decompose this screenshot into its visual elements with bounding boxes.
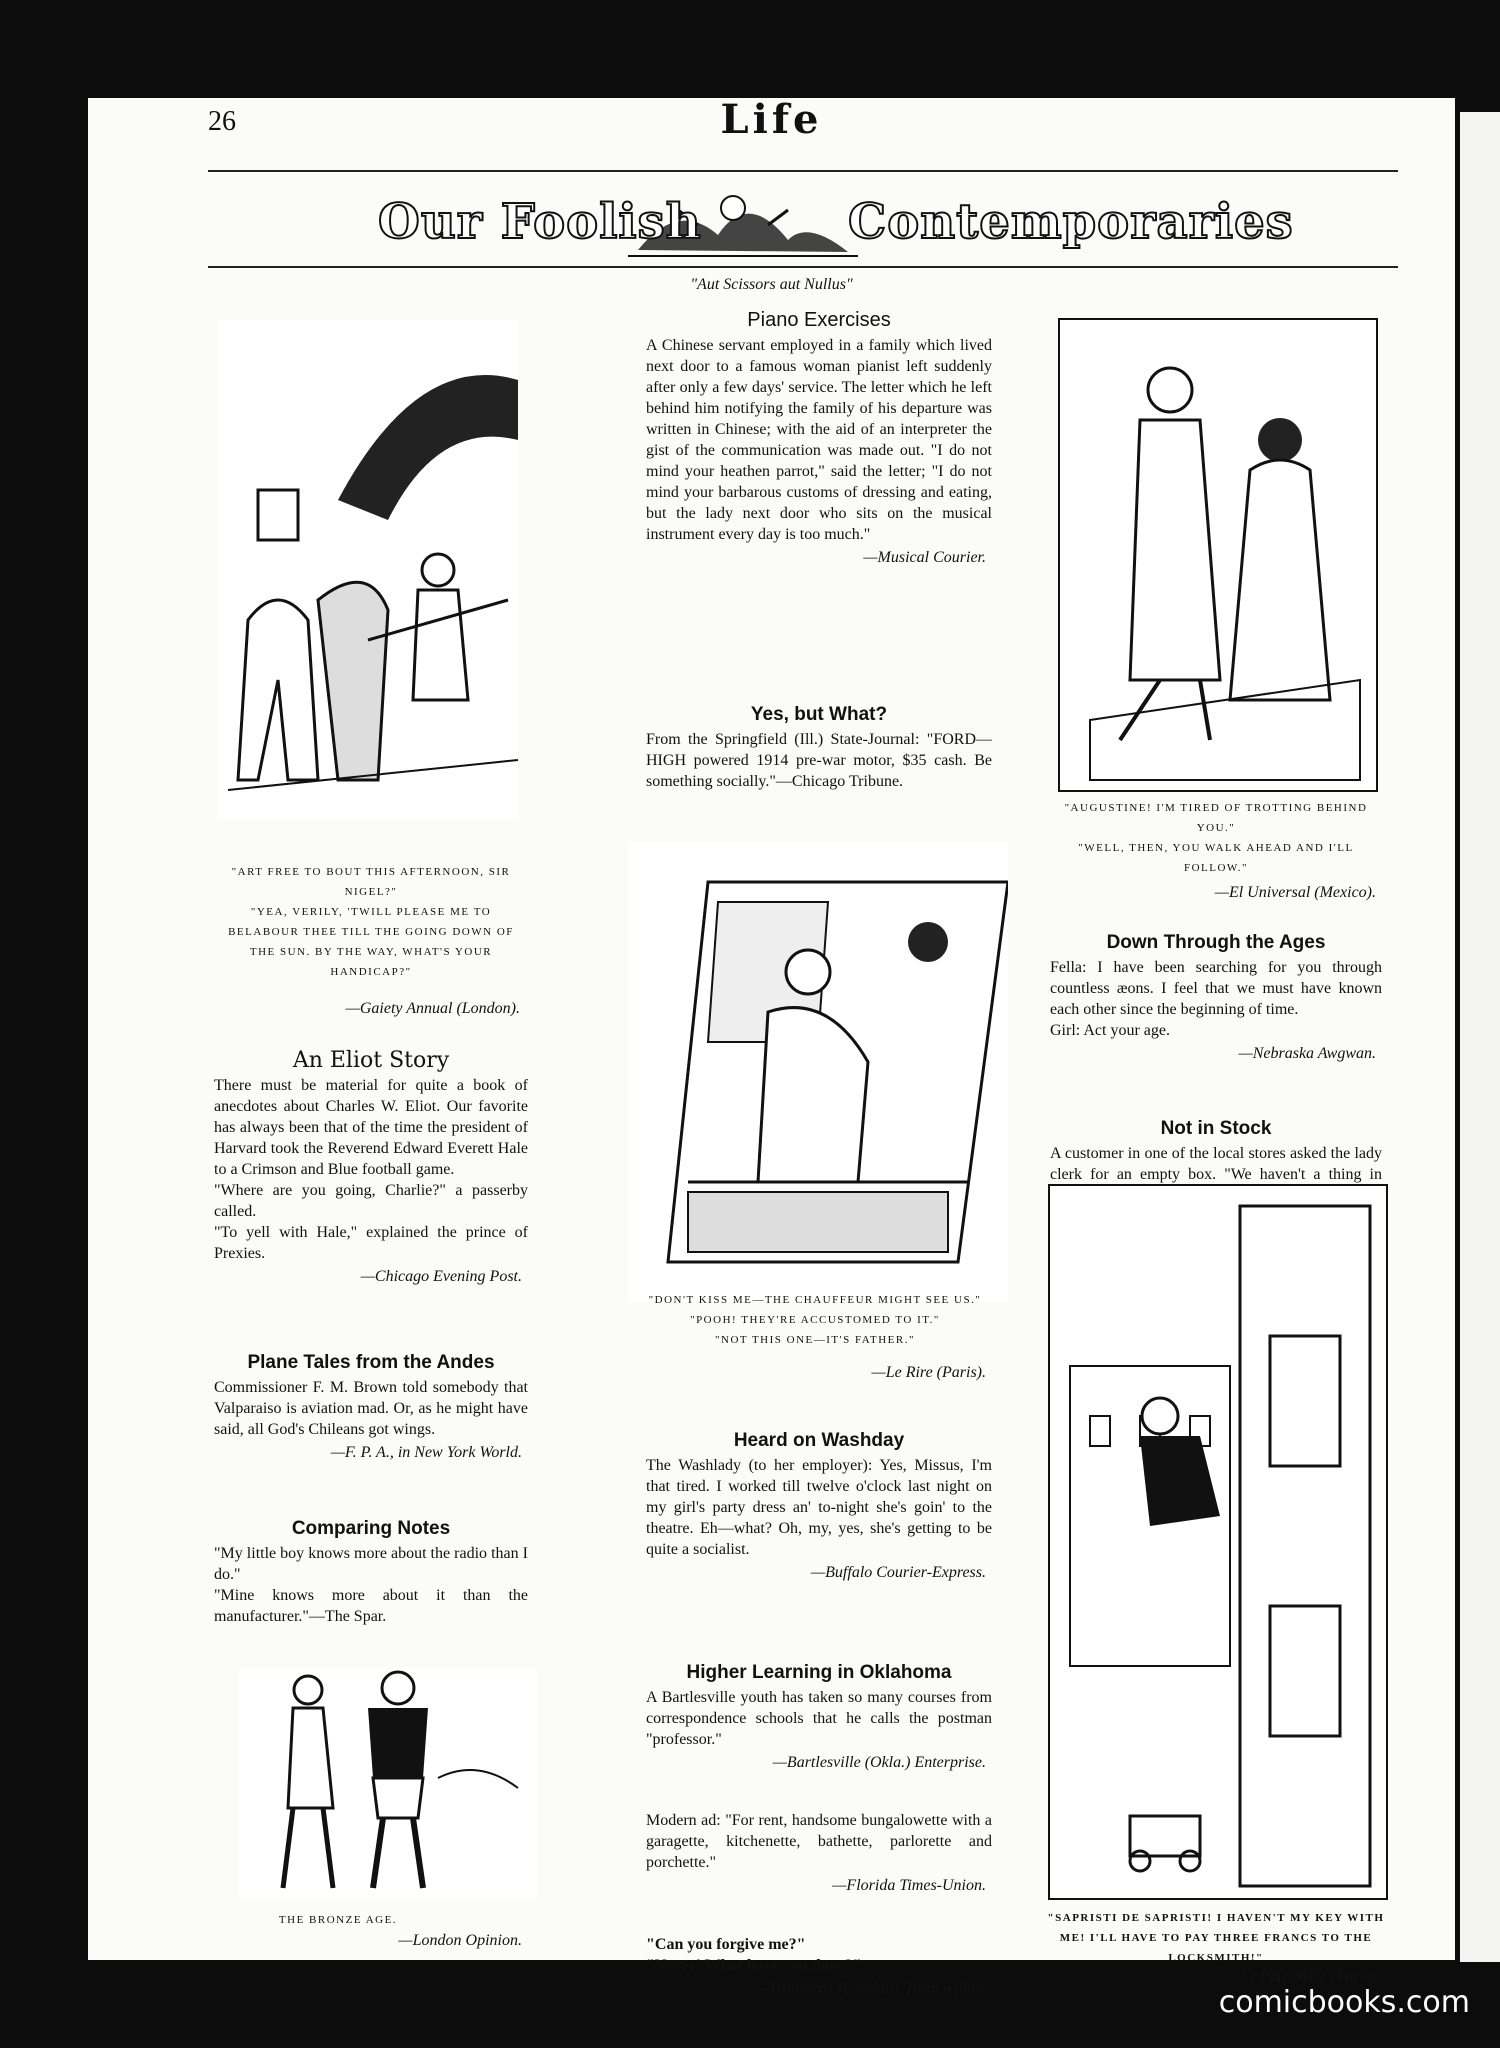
andes-story	[214, 1352, 528, 1463]
higher-learning	[646, 1662, 992, 1773]
header-rule	[208, 170, 1398, 172]
notes-p1: "My little boy knows more about the radio than I do."	[214, 1545, 528, 1583]
eliot-source: —Chicago Evening Post.	[360, 1268, 522, 1285]
knights-caption-line-2: "YEA, VERILY, 'TWILL PLEASE ME TO BELABOUR THEE TILL THE GOING DOWN OF THE SUN. BY THE WAY, WHAT'S YOUR HANDICAP?"	[228, 906, 514, 978]
washday-source: —Buffalo Courier-Express.	[810, 1564, 986, 1581]
adjacent-page-edge	[1460, 112, 1500, 1962]
modern-ad	[646, 1810, 992, 1896]
eliot-title: An Eliot Story	[292, 1048, 450, 1073]
ages-p1: Fella: I have been searching for you through countless æons. I feel that we must have known each other since the beginning of time.	[1050, 959, 1382, 1018]
chauffeur-caption-line-3: "NOT THIS ONE—IT'S FATHER."	[715, 1334, 915, 1346]
chauffeur-source: —Le Rire (Paris).	[871, 1364, 986, 1381]
bronze-caption: THE BRONZE AGE.	[278, 1914, 398, 1926]
augustine-source: —El Universal (Mexico).	[1214, 884, 1376, 901]
magazine-page	[88, 96, 1455, 1997]
forgive-me	[646, 1934, 992, 1999]
chauffeur-source-block	[646, 1360, 992, 1383]
knights-cartoon	[218, 320, 518, 820]
chauffeur-caption-line-2: "POOH! THEY'RE ACCUSTOMED TO IT."	[690, 1314, 940, 1326]
eliot-story	[214, 1050, 528, 1287]
andes-title: Plane Tales from the Andes	[247, 1352, 495, 1373]
eliot-p3: "To yell with Hale," explained the prince of Prexies.	[214, 1224, 528, 1262]
eliot-p1: There must be material for quite a book of anecdotes about Charles W. Eliot. Our favorite has always been that of the time the president of Harvard took the Reverend Edward Everett Hale to a Crimson and Blue football game.	[214, 1077, 528, 1178]
higher-source: —Bartlesville (Okla.) Enterprise.	[772, 1754, 986, 1771]
knights-caption-line-1: "ART FREE TO BOUT THIS AFTERNOON, SIR NIGEL?"	[231, 866, 511, 898]
knights-caption	[216, 862, 526, 982]
augustine-caption	[1050, 798, 1382, 878]
locksmith-source-block	[1046, 1964, 1386, 1987]
andes-source: —F. P. A., in New York World.	[330, 1444, 522, 1461]
yes-title: Yes, but What?	[750, 704, 888, 725]
knights-source: —Gaiety Annual (London).	[345, 1000, 520, 1017]
chauffeur-caption	[630, 1290, 1000, 1350]
ages-source: —Nebraska Awgwan.	[1238, 1045, 1376, 1062]
modern-source: —Florida Times-Union.	[832, 1877, 986, 1894]
stock-title: Not in Stock	[1160, 1118, 1272, 1139]
bronze-source-block	[288, 1928, 528, 1951]
ages-p2: Girl: Act your age.	[1050, 1022, 1170, 1039]
augustine-caption-line-2: "WELL, THEN, YOU WALK AHEAD AND I'LL FOLLOW."	[1078, 842, 1354, 874]
bronze-age-cartoon	[238, 1668, 538, 1898]
forgive-source: —Humorist (London), from a play.	[753, 1980, 986, 1997]
chauffeur-caption-line-1: "DON'T KISS ME—THE CHAUFFEUR MIGHT SEE US."	[648, 1294, 982, 1306]
yes-but-what	[646, 704, 992, 792]
down-through-ages	[1050, 932, 1382, 1064]
modern-text: Modern ad: "For rent, handsome bungalowette with a garagette, kitchenette, bathette, parlorette and porchette."	[646, 1812, 992, 1871]
andes-text: Commissioner F. M. Brown told somebody that Valparaiso is aviation mad. Or, as he might have said, all God's Chileans got wings.	[214, 1379, 528, 1438]
yes-text: From the Springfield (Ill.) State-Journal: "FORD—HIGH powered 1914 pre-war motor, $35 cash. Be something socially."—Chicago Tribune.	[646, 731, 992, 790]
page-number: 26	[208, 106, 236, 137]
forgive-p1: "Can you forgive me?"	[646, 1936, 806, 1953]
washday-text: The Washlady (to her employer): Yes, Missus, I'm that tired. I worked till twelve o'clock last night on my girl's party dress an' to-night she's goin' to the theatre. Eh—what? Oh, my, yes, she's getting to be quite a socialist.	[646, 1457, 992, 1558]
washday-title: Heard on Washday	[733, 1430, 905, 1451]
ages-title: Down Through the Ages	[1106, 932, 1326, 953]
higher-text: A Bartlesville youth has taken so many courses from correspondence schools that he calls the postman "professor."	[646, 1689, 992, 1748]
locksmith-caption: "SAPRISTI DE SAPRISTI! I HAVEN'T MY KEY WITH ME! I'LL HAVE TO PAY THREE FRANCS TO THE LOCKSMITH!"	[1047, 1912, 1385, 1964]
section-banner	[378, 180, 1328, 270]
piano-text: A Chinese servant employed in a family which lived next door to a famous woman pianist left suddenly after only a few days' service. The letter which he left behind him notifying the family of his departure was written in Chinese; with the aid of an interpreter the gist of the communication was made out. "I do not mind your heathen parrot," said the letter; "I do not mind your barbarous customs of dressing and eating, but the lady next door who sits on the musical instrument every day is too much."	[646, 337, 992, 543]
chauffeur-cartoon	[628, 842, 1008, 1302]
higher-title: Higher Learning in Oklahoma	[686, 1662, 952, 1683]
banner-right-text: Contemporaries	[848, 194, 1294, 250]
comparing-notes	[214, 1518, 528, 1627]
augustine-caption-line-1: "AUGUSTINE! I'M TIRED OF TROTTING BEHIND YOU."	[1064, 802, 1368, 834]
augustine-source-block	[1050, 880, 1382, 903]
masthead-title: Life	[720, 96, 823, 143]
bronze-source: —London Opinion.	[398, 1932, 522, 1949]
section-motto: "Aut Scissors aut Nullus"	[690, 276, 853, 293]
piano-source: —Musical Courier.	[863, 549, 986, 566]
knights-source-block	[216, 996, 526, 1019]
piano-exercises	[646, 310, 992, 568]
watermark: comicbooks.com	[1218, 1985, 1470, 2020]
locksmith-source: —Le Pêle-Mêle (Paris).	[1223, 1968, 1380, 1985]
forgive-p2: "Never! What have you done?"	[646, 1957, 862, 1974]
locksmith-cartoon	[1048, 1184, 1388, 1900]
notes-title: Comparing Notes	[291, 1518, 451, 1539]
notes-p2: "Mine knows more about it than the manufacturer."—The Spar.	[214, 1587, 528, 1625]
heard-on-washday	[646, 1430, 992, 1583]
stock-text: A customer in one of the local stores asked the lady clerk for an empty box. "We haven't a thing in	[1050, 1145, 1382, 1183]
banner-left-text: Our Foolish	[378, 194, 702, 250]
eliot-p2: "Where are you going, Charlie?" a passerby called.	[214, 1182, 528, 1220]
piano-title: Piano Exercises	[747, 309, 891, 331]
augustine-cartoon	[1058, 318, 1378, 792]
banner-rule	[208, 266, 1398, 268]
